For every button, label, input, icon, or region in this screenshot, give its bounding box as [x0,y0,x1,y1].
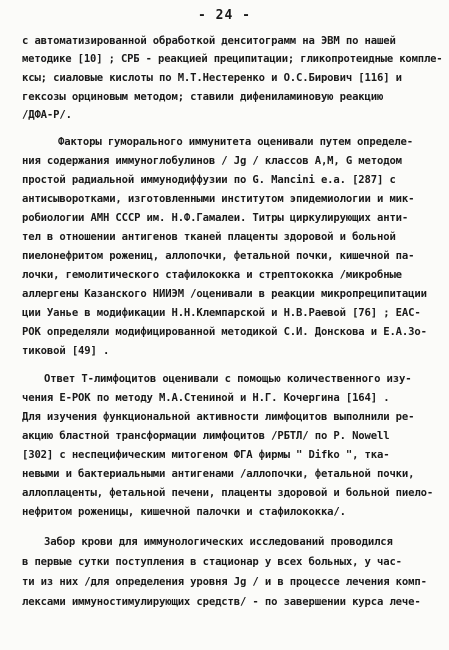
text-line: тел в отношении антигенов тканей плаценты здоровой и больной [22,231,396,243]
text-line: Ответ Т-лимфоцитов оценивали с помощью количественного изу- [44,373,412,385]
text-line: ксы; сиаловые кислоты по М.Т.Нестеренко и О.С.Бирович [116] и [22,72,402,84]
text-line: антисыворотками, изготовленными институтом эпидемиологии и мик- [22,193,415,205]
text-line: акцию бластной трансформации лимфоцитов /РБТЛ/ по P. Nowell [22,430,390,442]
text-line: простой радиальной иммунодиффузии по G. Mancini e.a. [287] с [22,174,396,186]
text-line: методике [10] ; СРБ - реакцией преципитации; гликопротеидные компле- [22,53,443,65]
text-line: лексами иммуностимулирующих средств/ - по завершении курса лече- [22,596,421,608]
text-line: в первые сутки поступления в стационар у всех больных, у час- [22,556,402,568]
text-line: ния содержания иммуноглобулинов / Jg / классов A,M, G методом [22,155,402,167]
text-line: аллергены Казанского НИИЭМ /оценивали в реакции микропреципитации [22,288,427,300]
text-line: Забор крови для иммунологических исследований проводился [44,536,393,548]
text-line: робиологии АМН СССР им. Н.Ф.Гамалеи. Титры циркулирующих анти- [22,212,409,224]
text-line: [302] с неспецифическим митогеном ФГА фирмы " Difko ", тка- [22,449,390,461]
text-line: Факторы гуморального иммунитета оценивали путем определе- [58,136,413,148]
text-line: нефритом роженицы, кишечной палочки и стафилококка/. [22,506,346,518]
text-line: ции Уанье в модификации Н.Н.Клемпарской и Н.В.Раевой [76] ; EAC- [22,307,421,319]
text-line: с автоматизированной обработкой денситограмм на ЭВМ по нашей [22,35,396,47]
text-line: чения Е-РОК по методу М.А.Стениной и Н.Г. Кочергина [164] . [22,392,390,404]
text-line: ти из них /для определения уровня Jg / и в процессе лечения комп- [22,576,427,588]
page-number: - 24 - [198,8,251,23]
text-line: невыми и бактериальными антигенами /аллопочки, фетальной почки, [22,468,415,480]
text-line: гексозы орциновым методом; ставили дифениламиновую реакцию [22,91,384,103]
text-line: РОК определяли модифицированной методикой С.И. Донскова и Е.А.Зо- [22,326,427,338]
text-line: тиковой [49] . [22,345,110,357]
text-line: пиелонефритом рожениц, аллопочки, фетальной почки, кишечной па- [22,250,415,262]
text-line: Для изучения функциональной активности лимфоцитов выполнили ре- [22,411,415,423]
text-line: аллоплаценты, фетальной печени, плаценты здоровой и больной пиело- [22,487,434,499]
text-line: лочки, гемолитического стафилококка и стрептококка /микробные [22,269,402,281]
text-line: /ДФА-Р/. [22,109,72,121]
